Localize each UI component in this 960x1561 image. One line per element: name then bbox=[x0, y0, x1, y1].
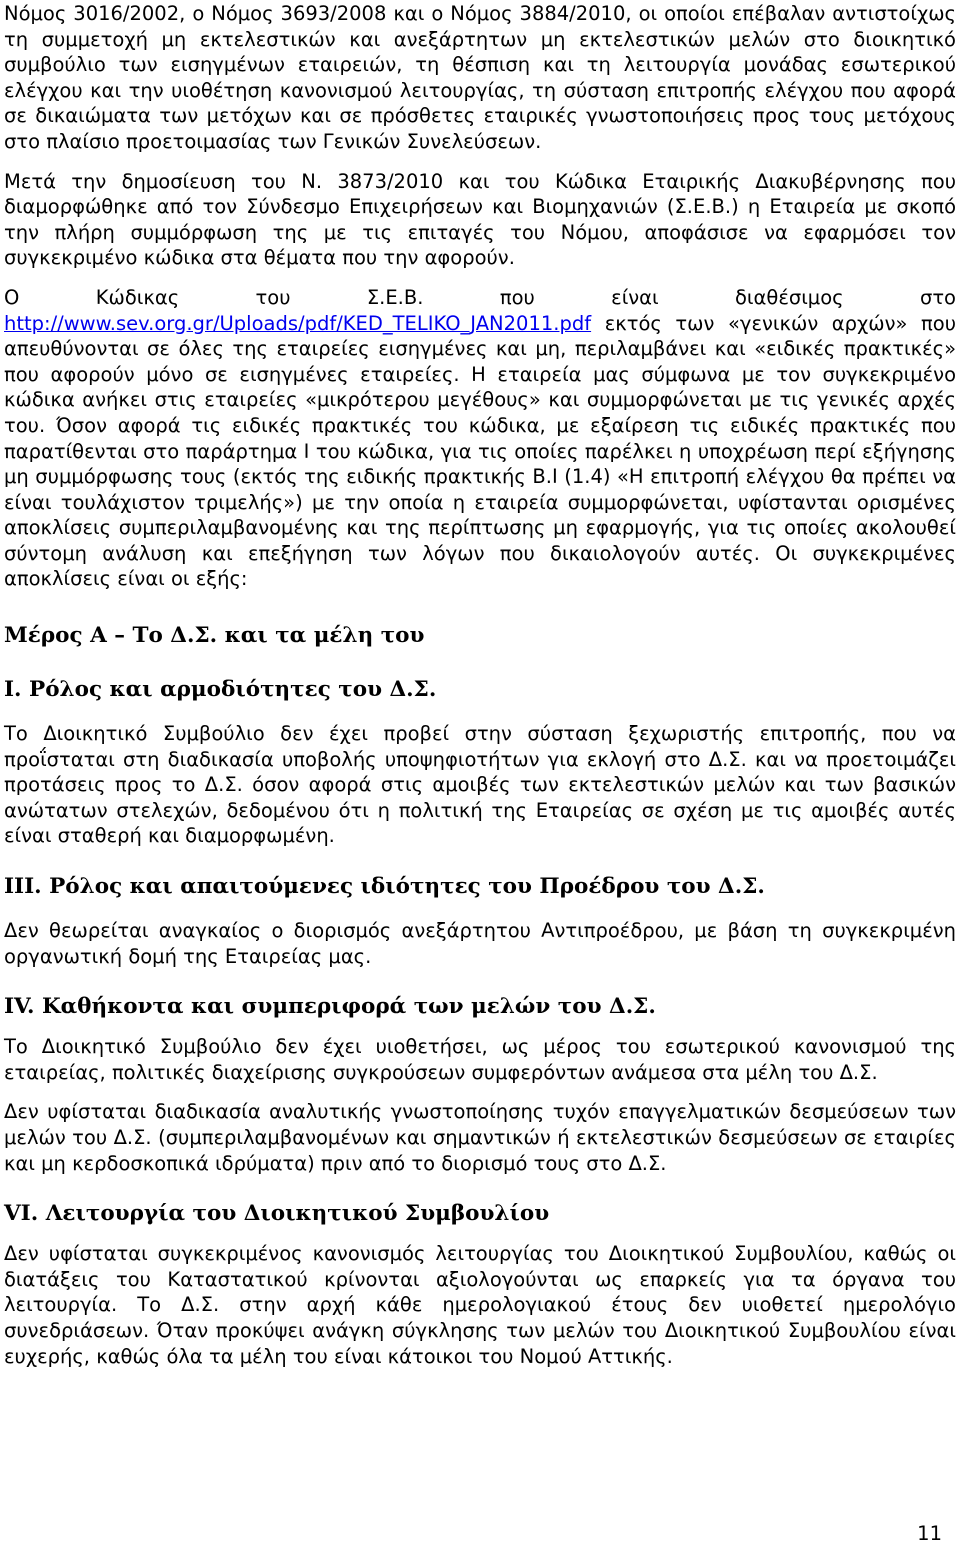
document-body bbox=[4, 1, 956, 1369]
paragraph-section-iv-disclosures: Δεν υφίσταται διαδικασία αναλυτικής γνωστοποίησης τυχόν επαγγελματικών δεσμεύσεων των μελών του Δ.Σ. (συμπεριλαμβανομένων και σημαντικών ή εκτελεστικών δεσμεύσεων σε εταιρίες και μη κερδοσκοπικά ιδρύματα) πριν από το διορισμό τους στο Δ.Σ. bbox=[4, 1100, 956, 1175]
paragraph-section-vi: Δεν υφίσταται συγκεκριμένος κανονισμός λειτουργίας του Διοικητικού Συμβουλίου, καθώς οι διατάξεις του Καταστατικού κρίνονται αξιολογούνται ως επαρκείς για τα όργανα του λειτουργία. Το Δ.Σ. στην αρχή κάθε ημερολογιακού έτους δεν υιοθετεί ημερολόγιο συνεδριάσεων. Όταν προκύψει ανάγκη σύγκλησης των μελών του Διοικητικού Συμβουλίου είναι ευχερής, καθώς όλα τα μέλη του είναι κάτοικοι του Νομού Αττικής. bbox=[4, 1242, 956, 1368]
page-number: 11 bbox=[917, 1522, 942, 1545]
heading-section-vi: VΙ. Λειτουργία του Διοικητικού Συμβουλίου bbox=[4, 1201, 550, 1227]
paragraph-section-i: Το Διοικητικό Συμβούλιο δεν έχει προβεί στην σύσταση ξεχωριστής επιτροπής, που να προΐσταται στη διαδικασία υποβολής υποψηφιοτήτων για εκλογή στο Δ.Σ. και να προετοιμάζει προτάσεις προς το Δ.Σ. όσον αφορά στις αμοιβές των εκτελεστικών μελών και των βασικών ανώτατων στελεχών, δεδομένου ότι η πολιτική της Εταιρείας σε σχέση με τις αμοιβές αυτές είναι σταθερή και διαμορφωμένη. bbox=[4, 722, 956, 848]
heading-part-a: Μέρος Α – Το Δ.Σ. και τα μέλη του bbox=[4, 623, 425, 649]
paragraph-sev-code-deviations bbox=[4, 285, 956, 592]
sev-code-link[interactable]: http://www.sev.org.gr/Uploads/pdf/KED_TELIKO_JAN2011.pdf bbox=[4, 311, 592, 335]
heading-section-i: Ι. Ρόλος και αρμοδιότητες του Δ.Σ. bbox=[4, 677, 437, 703]
paragraph-lead-text: Ο Κώδικας του Σ.Ε.Β. που είναι διαθέσιμος στο bbox=[4, 285, 956, 309]
heading-section-iv: ΙV. Καθήκοντα και συμπεριφορά των μελών του Δ.Σ. bbox=[4, 994, 656, 1020]
paragraph-section-iii: Δεν θεωρείται αναγκαίος ο διορισμός ανεξάρτητου Αντιπροέδρου, με βάση τη συγκεκριμένη οργανωτική δομή της Εταιρείας μας. bbox=[4, 919, 956, 968]
intro-paragraph: Νόμος 3016/2002, ο Νόμος 3693/2008 και ο Νόμος 3884/2010, οι οποίοι επέβαλαν αντιστοίχως τη συμμετοχή μη εκτελεστικών και ανεξάρτητων μη εκτελεστικών μελών στο διοικητικό συμβούλιο των εισηγμένων εταιρειών, τη θέσπιση και τη λειτουργία μονάδας εσωτερικού ελέγχου και την υιοθέτηση κανονισμού λειτουργίας, τη σύσταση επιτροπής ελέγχου που αφορά σε δικαιώματα των μετόχων και σε πρόσθετες εταιρικές γνωστοποιήσεις προς τους μετόχους στο πλαίσιο προετοιμασίας των Γενικών Συνελεύσεων. bbox=[4, 2, 956, 153]
paragraph-rest-text: εκτός των «γενικών αρχών» που απευθύνονται σε όλες της εταιρείες εισηγμένες και μη, περιλαμβάνει και «ειδικές πρακτικές» που αφορούν μόνο σε εισηγμένες εταιρείες. Η εταιρεία μας σύμφωνα με τον συγκεκριμένο κώδικα ανήκει στις εταιρείες «μικρότερου μεγέθους» και συμμορφώνεται με τις γενικές αρχές του. Όσον αφορά τις ειδικές πρακτικές του κώδικα, με εξαίρεση τις ειδικές πρακτικές που παρατίθενται στο παράρτημα Ι του κώδικα, για τις οποίες παρέλκει η υποχρέωση περί εξήγησης μη συμμόρφωσης τους (εκτός της ειδικής πρακτικής Β.Ι (1.4) «Η επιτροπή ελέγχου θα πρέπει να είναι τουλάχιστον τριμελής») με την οποία η εταιρεία συμμορφώνεται, υφίστανται ορισμένες αποκλίσεις συμπεριλαμβανομένης και της περίπτωσης μη εφαρμογής, για τις οποίες ακολουθεί σύντομη ανάλυση και επεξήγηση των λόγων που δικαιολογούν αυτές. Οι συγκεκριμένες αποκλίσεις είναι οι εξής: bbox=[4, 311, 956, 591]
paragraph-section-iv-conflicts: Το Διοικητικό Συμβούλιο δεν έχει υιοθετήσει, ως μέρος του εσωτερικού κανονισμού της εταιρείας, πολιτικές διαχείρισης συγκρούσεων συμφερόντων ανάμεσα στα μέλη του Δ.Σ. bbox=[4, 1035, 956, 1084]
paragraph-sev-code-adoption: Μετά την δημοσίευση του Ν. 3873/2010 και του Κώδικα Εταιρικής Διακυβέρνησης που διαμορφώθηκε από τον Σύνδεσμο Επιχειρήσεων και Βιομηχανιών (Σ.Ε.Β.) η Εταιρεία με σκοπό την πλήρη συμμόρφωση της με τις επιταγές του Νόμου, αποφάσισε να εφαρμόσει τον συγκεκριμένο κώδικα στα θέματα που την αφορούν. bbox=[4, 169, 956, 270]
heading-section-iii: ΙΙΙ. Ρόλος και απαιτούμενες ιδιότητες του Προέδρου του Δ.Σ. bbox=[4, 874, 765, 900]
